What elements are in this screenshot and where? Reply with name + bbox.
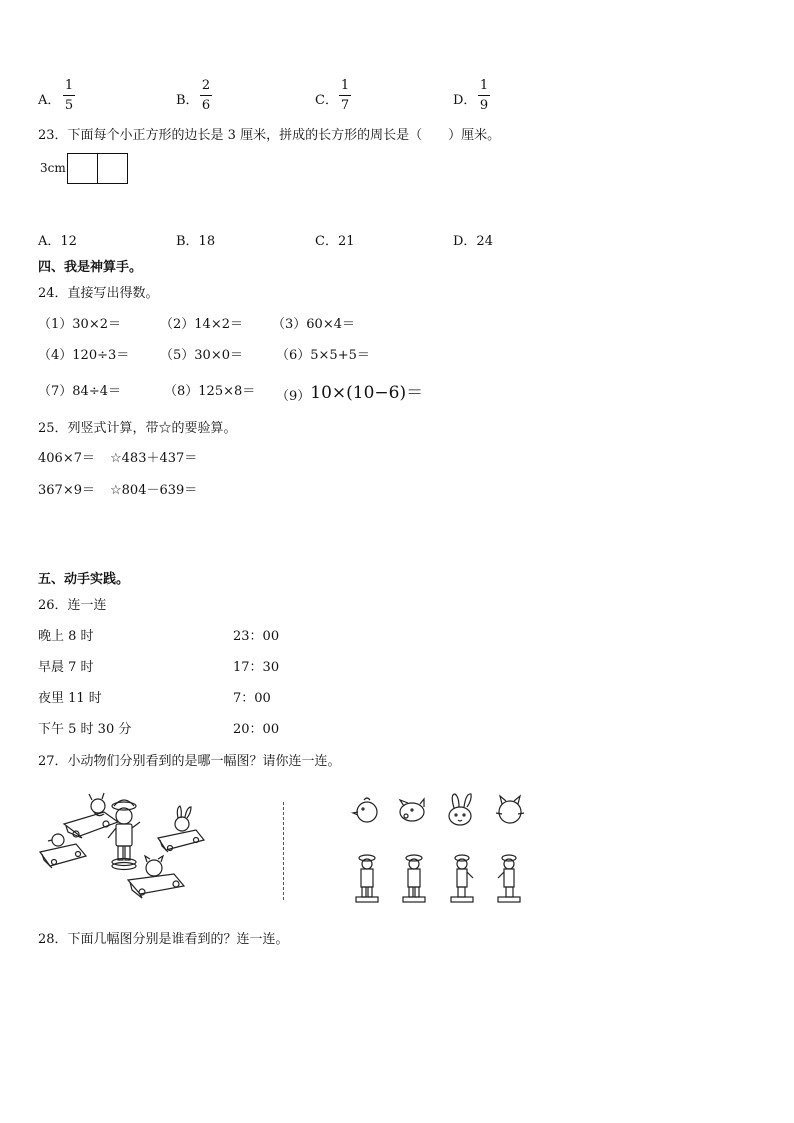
q27-text: 27．小动物们分别看到的是哪一幅图？请你连一连。 xyxy=(38,754,341,769)
q26-text: 26．连一连 xyxy=(38,598,107,613)
q23-option-b: B．18 xyxy=(176,234,216,249)
fraction-numerator: 1 xyxy=(64,78,74,93)
q22-option-d-fraction xyxy=(477,79,491,112)
q25-item-3: 367×9＝ xyxy=(38,483,95,498)
q23-option-d: D．24 xyxy=(453,234,493,249)
fraction-numerator: 2 xyxy=(201,78,211,93)
q24-item-3: （3）60×4＝ xyxy=(272,317,355,332)
fraction-numerator: 1 xyxy=(340,78,350,93)
q22-option-a-fraction xyxy=(62,79,76,112)
q23-option-c: C．21 xyxy=(315,234,355,249)
car-with-chick-icon xyxy=(40,834,86,868)
q24-item-5: （5）30×0＝ xyxy=(160,348,243,363)
q26-right-item-2: 17：30 xyxy=(233,660,280,675)
policeman-front-view-icon xyxy=(356,855,378,902)
car-with-dog-icon xyxy=(64,793,118,838)
q22-option-d-label: D． xyxy=(453,93,477,108)
fraction-denominator: 9 xyxy=(479,98,489,113)
section-4-title: 四、我是神算手。 xyxy=(38,260,143,275)
section-5-title: 五、动手实践。 xyxy=(38,572,130,587)
small-square-left xyxy=(67,153,98,184)
q26-left-item-2: 早晨 7 时 xyxy=(38,660,94,675)
q25-item-4: ☆804－639＝ xyxy=(110,483,198,498)
q23-option-a: A．12 xyxy=(38,234,77,249)
policeman-right-view-icon xyxy=(498,855,520,902)
q24-item-8: （8）125×8＝ xyxy=(164,384,256,399)
q24-item-2: （2）14×2＝ xyxy=(160,317,243,332)
fraction-numerator: 1 xyxy=(479,78,489,93)
q25-item-2: ☆483＋437＝ xyxy=(110,451,198,466)
q22-option-c-label: C． xyxy=(315,93,338,108)
q24-item-9 xyxy=(276,380,423,405)
q22-option-b-label: B． xyxy=(176,93,199,108)
q26-right-item-3: 7：00 xyxy=(233,691,271,706)
car-with-rabbit-icon xyxy=(158,806,204,852)
q24-item-9-label: （9） xyxy=(276,389,311,404)
chick-head-icon xyxy=(353,798,377,822)
q26-left-item-1: 晚上 8 时 xyxy=(38,629,94,644)
q24-item-4: （4）120÷3＝ xyxy=(38,348,130,363)
q25-item-1: 406×7＝ xyxy=(38,451,95,466)
q24-item-7: （7）84÷4＝ xyxy=(38,384,121,399)
policeman-back-view-icon xyxy=(403,855,425,902)
cat-head-icon xyxy=(496,796,524,823)
q26-left-item-4: 下午 5 时 30 分 xyxy=(38,722,132,737)
q22-option-b-fraction xyxy=(199,79,213,112)
rabbit-head-icon xyxy=(449,794,471,825)
fraction-denominator: 7 xyxy=(340,98,350,113)
q27-policeman-views-row xyxy=(350,850,530,906)
q26-right-item-4: 20：00 xyxy=(233,722,280,737)
q24-item-1: （1）30×2＝ xyxy=(38,317,121,332)
dashed-divider xyxy=(283,802,284,900)
q25-text: 25．列竖式计算，带☆的要验算。 xyxy=(38,421,237,436)
q24-item-6: （6）5×5+5＝ xyxy=(276,348,370,363)
q27-animal-heads-row xyxy=(350,792,530,828)
q28-text: 28．下面几幅图分别是谁看到的？连一连。 xyxy=(38,932,289,947)
policeman-icon xyxy=(108,800,140,870)
policeman-left-view-icon xyxy=(451,855,473,902)
q22-option-a-label: A． xyxy=(38,93,61,108)
q23-figure-label: 3cm xyxy=(40,161,66,175)
q24-item-9-expression: 10×(10−6)＝ xyxy=(310,383,424,403)
q22-option-c-fraction xyxy=(338,79,352,112)
small-square-right xyxy=(97,153,128,184)
q24-text: 24．直接写出得数。 xyxy=(38,286,159,301)
q26-right-item-1: 23：00 xyxy=(233,629,280,644)
q23-text: 23．下面每个小正方形的边长是 3 厘米，拼成的长方形的周长是（ ）厘米。 xyxy=(38,128,501,143)
dog-head-icon xyxy=(400,799,424,821)
fraction-denominator: 6 xyxy=(201,98,211,113)
q27-scene-illustration xyxy=(36,782,206,906)
fraction-denominator: 5 xyxy=(64,98,74,113)
q26-left-item-3: 夜里 11 时 xyxy=(38,691,102,706)
